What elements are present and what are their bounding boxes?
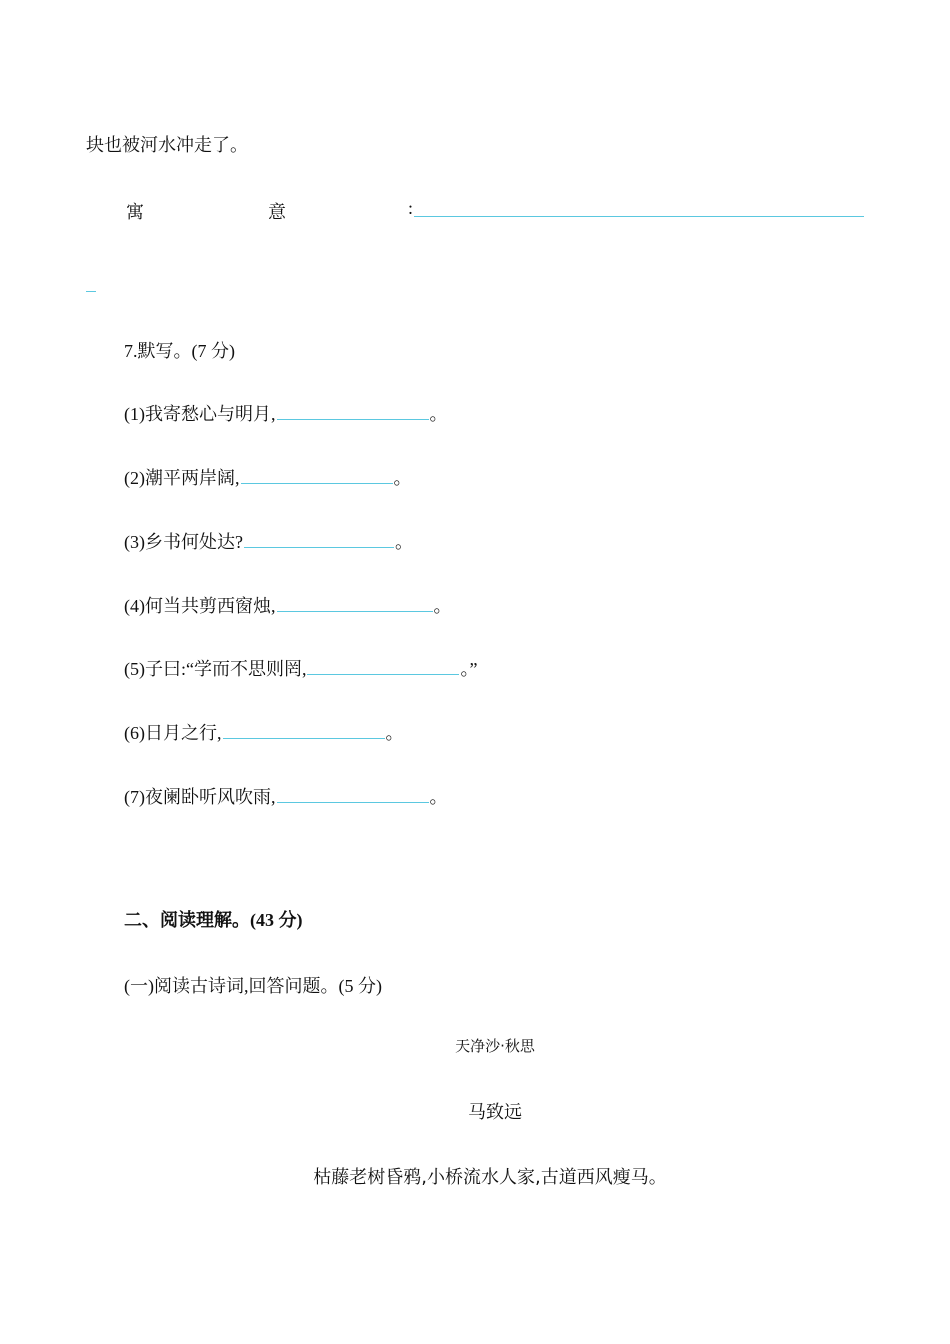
section7-heading: 7.默写。(7 分) [124,341,235,361]
dictation-end: 。 [385,723,404,743]
dictation-item-5 [124,655,477,681]
dictation-prompt: (7)夜阑卧听风吹雨, [124,787,276,807]
dictation-blank[interactable] [307,658,459,675]
dictation-item-3 [124,528,413,554]
dictation-blank[interactable] [277,403,429,420]
dictation-prompt: (1)我寄愁心与明月, [124,404,276,424]
dictation-prompt: (3)乡书何处达? [124,532,243,552]
dictation-blank[interactable] [277,595,433,612]
dictation-end: 。 [429,787,448,807]
poem-author: 马致远 [468,1102,522,1123]
dictation-end: 。 [393,468,412,488]
moral-answer-blank-continued[interactable] [86,291,96,292]
poem-line-1: 枯藤老树昏鸦,小桥流水人家,古道西风瘦马。 [313,1167,667,1188]
dictation-prompt: (5)子曰:“学而不思则罔, [124,659,307,679]
dictation-item-7 [124,783,448,809]
dictation-blank[interactable] [244,531,394,548]
dictation-end: 。” [460,659,478,679]
dictation-end: 。 [433,596,452,616]
dictation-prompt: (6)日月之行, [124,723,222,743]
part2-sub-heading: (一)阅读古诗词,回答问题。(5 分) [124,976,382,996]
dictation-end: 。 [394,532,413,552]
dictation-item-2 [124,464,412,490]
dictation-blank[interactable] [241,467,393,484]
moral-label-left: 寓 [126,202,144,222]
moral-answer-blank[interactable] [414,216,864,217]
dictation-end: 。 [429,404,448,424]
part2-heading: 二、阅读理解。(43 分) [124,910,303,930]
moral-colon: : [408,198,414,218]
continuation-text: 块也被河水冲走了。 [86,135,248,156]
dictation-item-6 [124,719,404,745]
dictation-blank[interactable] [223,722,385,739]
dictation-item-1 [124,400,448,426]
dictation-prompt: (2)潮平两岸阔, [124,468,240,488]
dictation-item-4 [124,592,452,618]
poem-title: 天净沙·秋思 [455,1037,535,1055]
dictation-prompt: (4)何当共剪西窗烛, [124,596,276,616]
dictation-blank[interactable] [277,786,429,803]
moral-label-right: 意 [268,202,286,222]
